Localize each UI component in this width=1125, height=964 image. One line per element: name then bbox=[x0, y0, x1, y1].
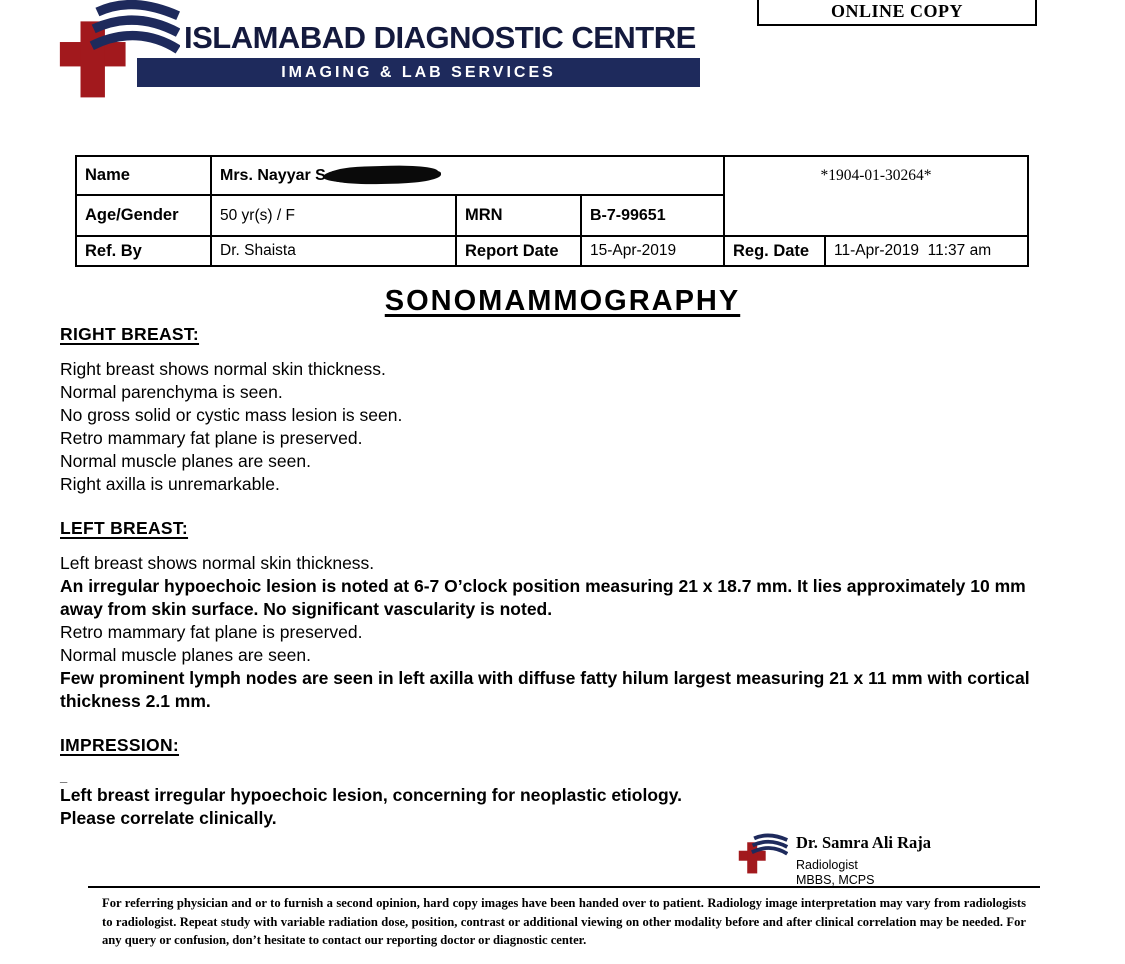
section-right-breast bbox=[60, 322, 1055, 496]
section-heading: LEFT BREAST: bbox=[60, 518, 189, 538]
report-line: _ bbox=[60, 769, 68, 784]
signature-text bbox=[796, 831, 931, 888]
section-heading: RIGHT BREAST: bbox=[60, 324, 200, 344]
report-line: Few prominent lymph nodes are seen in left axilla with diffuse fatty hilum largest measuring 21 x 11 mm with cortical thickness 2.1 mm. bbox=[60, 668, 1030, 711]
report-line: Right breast shows normal skin thickness. bbox=[60, 359, 386, 379]
footer bbox=[88, 886, 1040, 950]
section-heading: IMPRESSION: bbox=[60, 735, 180, 755]
mrn-value: B-7-99651 bbox=[581, 195, 724, 236]
reg-date-value: 11-Apr-2019 11:37 am bbox=[825, 236, 1028, 266]
redaction-mark bbox=[326, 165, 438, 184]
name-value: Mrs. Nayyar S bbox=[220, 167, 326, 184]
ref-by-label: Ref. By bbox=[76, 236, 211, 266]
reg-date-label: Reg. Date bbox=[724, 236, 825, 266]
signature-block bbox=[738, 831, 931, 888]
report-line: No gross solid or cystic mass lesion is seen. bbox=[60, 405, 403, 425]
report-line: Normal muscle planes are seen. bbox=[60, 645, 311, 665]
report-title: SONOMAMMOGRAPHY bbox=[384, 285, 741, 317]
doctor-designation: Radiologist bbox=[796, 858, 858, 872]
report-line: Normal parenchyma is seen. bbox=[60, 382, 283, 402]
barcode-number: *1904-01-30264* bbox=[724, 156, 1028, 236]
report-line: Right axilla is unremarkable. bbox=[60, 474, 280, 494]
report-date-label: Report Date bbox=[456, 236, 581, 266]
tagline-bar bbox=[137, 58, 700, 87]
footer-disclaimer: For referring physician and or to furnish a second opinion, hard copy images have been handed over to patient. Radiology image interpretation may vary from radiologists to radiologist. Repeat study with variable radiation dose, position, contrast or additional viewing on other modality before and after clinical correlation may be needed. For any query or confusion, don’t hesitate to contact our reporting doctor or diagnostic center. bbox=[102, 896, 1026, 947]
report-line: Retro mammary fat plane is preserved. bbox=[60, 428, 363, 448]
mrn-label: MRN bbox=[456, 195, 581, 236]
doctor-qualifications: MBBS, MCPS bbox=[796, 873, 875, 887]
online-copy-box bbox=[757, 0, 1037, 26]
online-copy-label: ONLINE COPY bbox=[830, 1, 963, 21]
report-line: Retro mammary fat plane is preserved. bbox=[60, 622, 363, 642]
report-line: Left breast irregular hypoechoic lesion, concerning for neoplastic etiology. bbox=[60, 785, 683, 805]
report-date-value: 15-Apr-2019 bbox=[581, 236, 724, 266]
report-body bbox=[60, 322, 1055, 850]
name-value-cell bbox=[211, 156, 724, 195]
age-gender-label: Age/Gender bbox=[76, 195, 211, 236]
name-label: Name bbox=[76, 156, 211, 195]
report-line: Please correlate clinically. bbox=[60, 808, 277, 828]
idc-logo-small-icon bbox=[738, 831, 788, 877]
ref-by-value: Dr. Shaista bbox=[211, 236, 456, 266]
patient-info-table bbox=[75, 155, 1029, 267]
report-line: An irregular hypoechoic lesion is noted at 6-7 O’clock position measuring 21 x 18.7 mm. It lies approximately 10 mm away from skin surface. No significant vascularity is noted. bbox=[60, 576, 1026, 619]
org-name: ISLAMABAD DIAGNOSTIC CENTRE bbox=[184, 20, 696, 55]
doctor-name: Dr. Samra Ali Raja bbox=[796, 833, 932, 852]
section-impression bbox=[60, 733, 1055, 830]
org-tagline: IMAGING & LAB SERVICES bbox=[281, 63, 556, 81]
age-gender-value: 50 yr(s) / F bbox=[211, 195, 456, 236]
report-line: Normal muscle planes are seen. bbox=[60, 451, 311, 471]
report-line: Left breast shows normal skin thickness. bbox=[60, 553, 375, 573]
section-left-breast bbox=[60, 516, 1055, 713]
